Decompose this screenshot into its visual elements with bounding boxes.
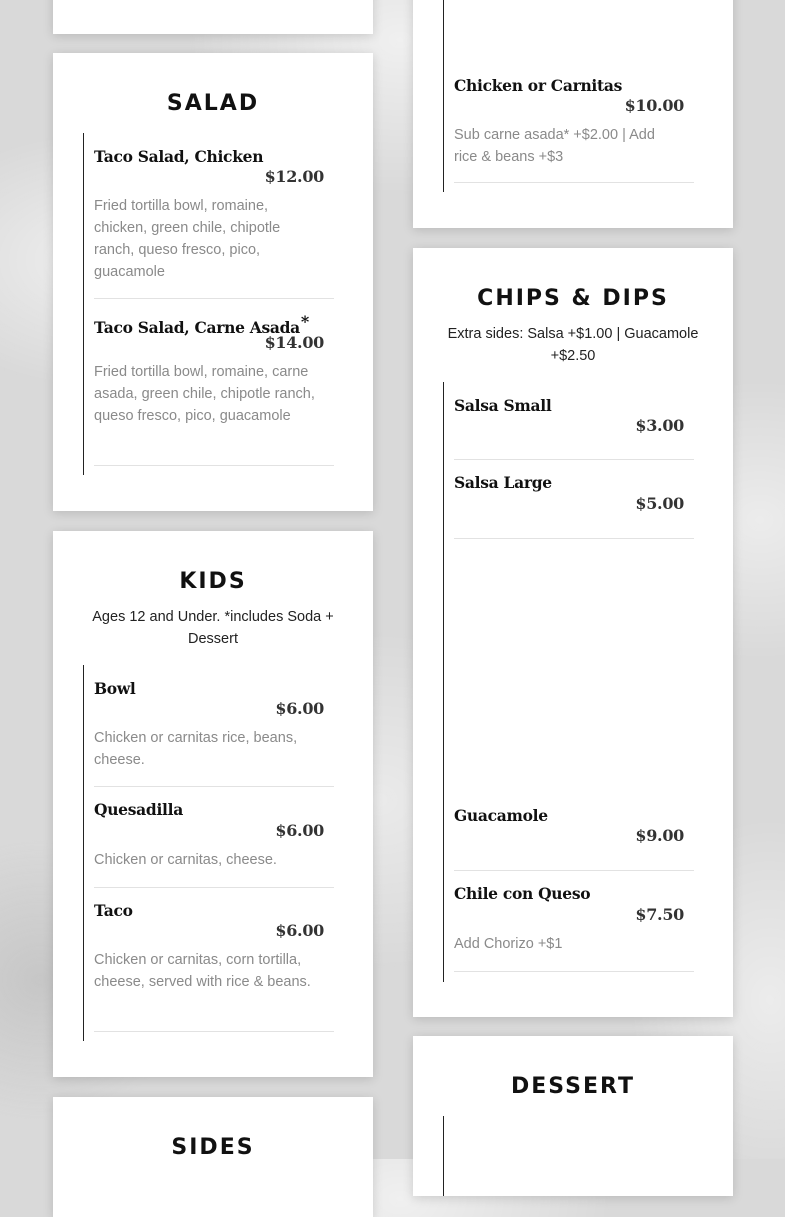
menu-item-name: Chile con Queso [454,884,591,903]
menu-item[interactable] [454,792,694,871]
menu-item-name: Salsa Small [454,396,552,415]
menu-item-price: $14.00 [264,333,324,352]
menu-item-description: Chicken or carnitas, corn tortilla, cheese, served with rice & beans. [94,952,311,990]
section-title-salad: SALAD [166,91,260,116]
menu-item-price: $3.00 [635,416,684,435]
section-subtitle-kids: Ages 12 and Under. *includes Soda + Dessert [92,609,334,647]
menu-card-top-right [413,0,733,228]
menu-item[interactable] [454,459,694,539]
menu-item-name-mark: * [300,312,309,331]
menu-item-name: Taco [94,901,133,920]
menu-item-name: Taco Salad, Chicken [94,147,264,166]
menu-item[interactable] [94,887,334,1032]
menu-item[interactable] [454,62,694,183]
menu-item-name: Chicken or Carnitas [454,76,623,95]
menu-item[interactable] [94,298,334,466]
menu-item-name: Salsa Large [454,473,552,492]
menu-item-name: Guacamole [454,806,548,825]
menu-item-description: Chicken or carnitas rice, beans, cheese. [94,730,298,768]
menu-item-description: Add Chorizo +$1 [454,936,563,952]
menu-card-salad [53,53,373,511]
menu-item[interactable] [454,870,694,972]
menu-item-name-text: Taco Salad, Carne Asada [94,318,300,337]
section-title-sides: SIDES [171,1135,255,1160]
menu-item-description: Chicken or carnitas, cheese. [94,852,277,868]
menu-card-sides [53,1097,373,1217]
menu-item-price: $9.00 [635,826,684,845]
menu-item-list-dessert [443,1116,444,1196]
section-subtitle-chips-dips: Extra sides: Salsa +$1.00 | Guacamole +$2.50 [447,326,699,364]
menu-card-top-left [53,0,373,34]
menu-item[interactable] [94,665,334,787]
menu-item-list-chips-dips [443,382,684,982]
menu-item[interactable] [454,382,694,460]
menu-item-description: Fried tortilla bowl, romaine, carne asada, green chile, chipotle ranch, queso fresco, pico, guacamole [94,364,315,424]
section-title-chips-dips: CHIPS & DIPS [477,286,669,311]
menu-item-price: $6.00 [275,821,324,840]
menu-item-name: Bowl [94,679,136,698]
menu-item-price: $12.00 [264,167,324,186]
menu-item-price: $5.00 [635,494,684,513]
menu-card-chips-dips [413,248,733,1017]
menu-item[interactable] [94,133,334,299]
section-title-kids: KIDS [179,569,247,594]
menu-card-dessert [413,1036,733,1196]
menu-card-kids [53,531,373,1077]
menu-item-price: $6.00 [275,921,324,940]
menu-item[interactable] [94,786,334,888]
menu-item-price: $7.50 [635,905,684,924]
menu-item-description: Sub carne asada* +$2.00 | Add rice & beans +$3 [454,127,655,165]
menu-item-list-salad [83,133,324,475]
menu-item-price: $6.00 [275,699,324,718]
menu-item-list-kids [83,665,324,1041]
menu-item-list-top-right [443,0,684,192]
menu-item-name: Quesadilla [94,800,183,819]
menu-item-price: $10.00 [624,96,684,115]
menu-item-description: Fried tortilla bowl, romaine, chicken, green chile, chipotle ranch, queso fresco, pico, guacamole [94,198,281,280]
section-title-dessert: DESSERT [511,1074,635,1099]
